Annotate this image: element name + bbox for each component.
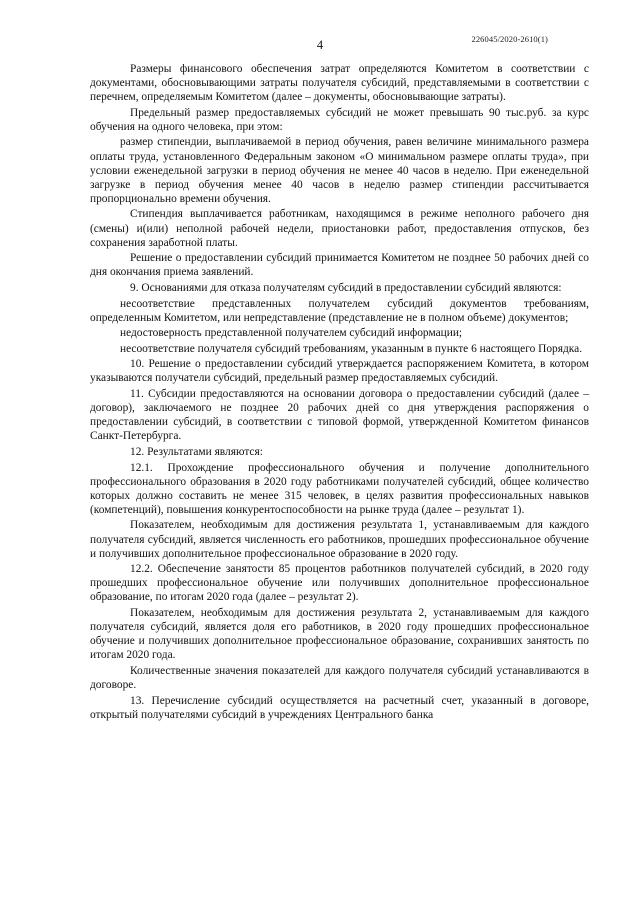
page-number: 4: [316, 38, 324, 52]
paragraph: 12.1. Прохождение профессионального обучения и получение дополнительного профессионального образования в 2020 году работниками получателей субсидий, общее количество которых должно составить не менее 315 человек, в целях развития профессиональных навыков (компетенций), повышения конкурентоспособности на рынке труда (далее – результат 1).: [90, 461, 589, 516]
paragraph: размер стипендии, выплачиваемой в период обучения, равен величине минимального размера оплаты труда, установленного Федеральным законом «О минимальном размере оплаты труда», при условии еженедельной загрузки в период обучения не менее 40 часов в неделю. При еженедельной загрузке в период обучения менее 40 часов в неделю размер стипендии рассчитывается пропорционально времени обучения.: [90, 136, 589, 205]
paragraph: Количественные значения показателей для каждого получателя субсидий устанавливаются в договоре.: [90, 664, 589, 691]
paragraph: 12.2. Обеспечение занятости 85 процентов работников получателей субсидий, в 2020 году прошедших профессиональное обучение или получивших дополнительное профессиональное образование, по итогам 2020 года (далее – результат 2).: [90, 563, 589, 604]
document-id: 226045/2020-2610(1): [471, 34, 548, 44]
document-body: [90, 62, 589, 723]
paragraph: 11. Субсидии предоставляются на основании договора о предоставлении субсидий (далее – договор), заключаемого не позднее 20 рабочих дней со дня утверждения распоряжения о предоставлении субсидий, в соответствии с типовой формой, утвержденной Комитетом финансов Санкт-Петербурга.: [90, 388, 589, 443]
paragraph: Решение о предоставлении субсидий принимается Комитетом не позднее 50 рабочих дней со дня окончания приема заявлений.: [90, 252, 589, 279]
paragraph: Показателем, необходимым для достижения результата 1, устанавливаемым для каждого получателя субсидий, является численность его работников, прошедших профессиональное обучение и получивших дополнительное профессиональное образование в 2020 году.: [90, 519, 589, 560]
paragraph: Размеры финансового обеспечения затрат определяются Комитетом в соответствии с документами, обосновывающими затраты получателя субсидий, представляемыми в соответствии с перечнем, определяемым Комитетом (далее – документы, обосновывающие затраты).: [90, 63, 589, 104]
paragraph: 12. Результатами являются:: [130, 445, 263, 458]
paragraph: несоответствие представленных получателем субсидий документов требованиям, определенным Комитетом, или непредставление (представление не в полном объеме) документов;: [90, 297, 589, 324]
paragraph: несоответствие получателя субсидий требованиям, указанным в пункте 6 настоящего Порядка.: [120, 342, 583, 355]
paragraph: 13. Перечисление субсидий осуществляется на расчетный счет, указанный в договоре, открытый получателями субсидий в учреждениях Центрального банка: [90, 694, 589, 721]
paragraph: Предельный размер предоставляемых субсидий не может превышать 90 тыс.руб. за курс обучения на одного человека, при этом:: [90, 106, 589, 133]
paragraph: недостоверность представленной получателем субсидий информации;: [120, 327, 463, 340]
paragraph: Показателем, необходимым для достижения результата 2, устанавливаемым для каждого получателя субсидий, является доля его работников, в 2020 году прошедших профессиональное обучение и получивших дополнительное профессиональное образование, сохранивших занятость по итогам 2020 года.: [90, 606, 589, 662]
paragraph: 9. Основаниями для отказа получателям субсидий в предоставлении субсидий являются:: [130, 281, 562, 294]
paragraph: 10. Решение о предоставлении субсидий утверждается распоряжением Комитета, в котором указываются получатели субсидий, предельный размер предоставляемых субсидий.: [90, 358, 589, 385]
paragraph: Стипендия выплачивается работникам, находящимся в режиме неполного рабочего дня (смены) и(или) неполной рабочей недели, приостановки работ, предоставления отпусков, без сохранения заработной платы.: [90, 208, 589, 249]
